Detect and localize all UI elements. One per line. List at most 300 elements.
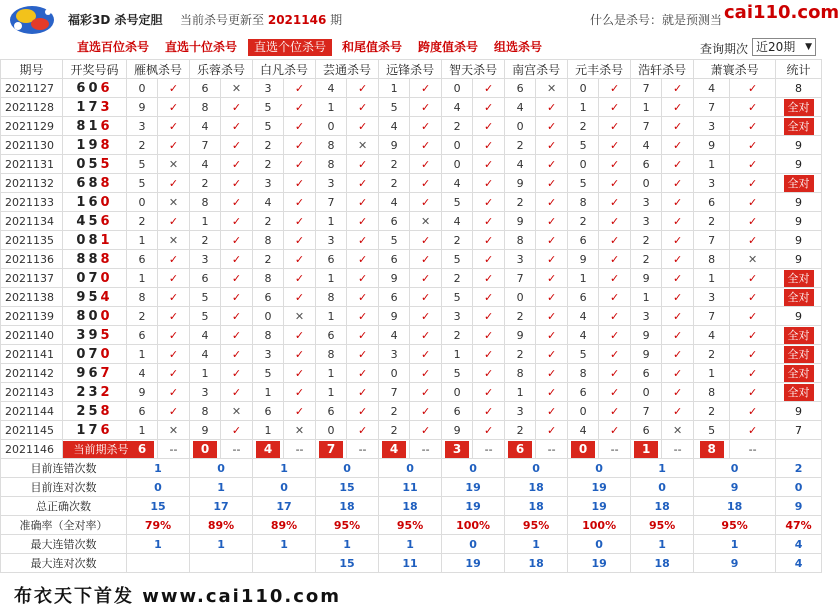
check-icon: ✓ (473, 117, 505, 136)
kill-value: 1 (694, 155, 730, 174)
placeholder-dash: -- (536, 440, 568, 459)
check-icon: ✓ (347, 174, 379, 193)
draw-number-cell (63, 402, 127, 421)
draw-digit: 8 (100, 175, 113, 191)
all-correct-badge: 全对 (784, 118, 814, 135)
check-icon: ✓ (284, 117, 316, 136)
check-icon: ✓ (730, 421, 776, 440)
kill-value: 8 (316, 136, 347, 155)
kill-value: 7 (379, 383, 410, 402)
issue-cell: 2021127 (1, 79, 63, 98)
all-correct-badge: 全对 (784, 327, 814, 344)
check-icon: ✓ (158, 402, 190, 421)
check-icon: ✓ (536, 193, 568, 212)
summary-value: 1 (253, 535, 316, 554)
check-icon: ✓ (221, 231, 253, 250)
cross-icon: ✕ (662, 421, 694, 440)
summary-value: 1 (631, 535, 694, 554)
kill-value: 8 (505, 364, 536, 383)
check-icon: ✓ (730, 364, 776, 383)
kill-value: 2 (631, 231, 662, 250)
current-kill-cell (568, 440, 599, 459)
draw-digit: 8 (88, 175, 101, 191)
placeholder-dash: -- (662, 440, 694, 459)
query-period-label: 查询期次 (700, 42, 749, 56)
kill-value: 2 (505, 307, 536, 326)
check-icon: ✓ (730, 212, 776, 231)
draw-number-cell (63, 231, 127, 250)
current-kill-value: 3 (445, 441, 469, 458)
kill-value: 8 (568, 193, 599, 212)
check-icon: ✓ (410, 117, 442, 136)
check-icon: ✓ (730, 288, 776, 307)
check-icon: ✓ (284, 402, 316, 421)
draw-number-cell (63, 193, 127, 212)
summary-value: 0 (316, 459, 379, 478)
kill-value: 6 (127, 326, 158, 345)
issue-cell: 2021146 (1, 440, 63, 459)
kill-value: 1 (316, 269, 347, 288)
check-icon: ✓ (473, 98, 505, 117)
stat-cell (776, 117, 822, 136)
stat-cell: 9 (776, 155, 822, 174)
placeholder-dash: -- (599, 440, 631, 459)
check-icon: ✓ (410, 79, 442, 98)
check-icon: ✓ (221, 250, 253, 269)
kill-value: 9 (379, 307, 410, 326)
cross-icon: ✕ (158, 231, 190, 250)
column-header: 萧寰杀号 (694, 60, 776, 79)
check-icon: ✓ (473, 250, 505, 269)
draw-digit: 4 (76, 213, 89, 229)
issue-cell: 2021129 (1, 117, 63, 136)
check-icon: ✓ (221, 117, 253, 136)
check-icon: ✓ (730, 193, 776, 212)
summary-value: 79% (127, 516, 190, 535)
check-icon: ✓ (410, 136, 442, 155)
draw-digit: 9 (88, 137, 101, 153)
issue-cell: 2021142 (1, 364, 63, 383)
stat-cell: 7 (776, 421, 822, 440)
nav-sum-tail-kill[interactable]: 和尾值杀号 (342, 40, 403, 54)
nav-span-kill[interactable]: 跨度值杀号 (418, 40, 479, 54)
summary-value: 0 (631, 478, 694, 497)
check-icon: ✓ (158, 345, 190, 364)
check-icon: ✓ (221, 307, 253, 326)
check-icon: ✓ (158, 383, 190, 402)
kill-value: 9 (505, 174, 536, 193)
draw-digit: 5 (88, 213, 101, 229)
kill-value: 7 (316, 193, 347, 212)
summary-value: 0 (379, 459, 442, 478)
draw-digit: 8 (100, 137, 113, 153)
summary-label: 最大连对次数 (1, 554, 127, 573)
table-row (1, 212, 822, 231)
check-icon: ✓ (599, 307, 631, 326)
page-header (0, 0, 839, 36)
kill-value: 6 (253, 402, 284, 421)
kill-value: 2 (442, 117, 473, 136)
check-icon: ✓ (410, 174, 442, 193)
cross-icon: ✕ (730, 250, 776, 269)
column-header: 智天杀号 (442, 60, 505, 79)
summary-value: 95% (631, 516, 694, 535)
kill-value: 2 (253, 212, 284, 231)
check-icon: ✓ (662, 231, 694, 250)
summary-value: 0 (568, 459, 631, 478)
draw-number-cell (63, 174, 127, 193)
check-icon: ✓ (347, 117, 379, 136)
kill-value: 6 (694, 193, 730, 212)
draw-digit: 8 (76, 308, 89, 324)
check-icon: ✓ (347, 250, 379, 269)
kill-value: 4 (568, 421, 599, 440)
check-icon: ✓ (221, 136, 253, 155)
check-icon: ✓ (158, 250, 190, 269)
check-icon: ✓ (473, 402, 505, 421)
check-icon: ✓ (662, 288, 694, 307)
draw-digit: 6 (100, 213, 113, 229)
check-icon: ✓ (662, 383, 694, 402)
draw-digit: 5 (88, 289, 101, 305)
column-header: 南宫杀号 (505, 60, 568, 79)
draw-digit: 0 (76, 270, 89, 286)
check-icon: ✓ (410, 193, 442, 212)
summary-value: 0 (127, 478, 190, 497)
column-header: 乐蓉杀号 (190, 60, 253, 79)
check-icon: ✓ (410, 421, 442, 440)
all-correct-badge: 全对 (784, 99, 814, 116)
kill-value: 2 (127, 307, 158, 326)
summary-value: 9 (776, 497, 822, 516)
current-kill-value: 4 (256, 441, 280, 458)
kill-value: 4 (694, 79, 730, 98)
all-correct-badge: 全对 (784, 384, 814, 401)
check-icon: ✓ (221, 326, 253, 345)
draw-number-cell (63, 250, 127, 269)
kill-value: 0 (505, 117, 536, 136)
check-icon: ✓ (284, 193, 316, 212)
draw-digit: 3 (76, 327, 89, 343)
cross-icon: ✕ (284, 421, 316, 440)
kill-value: 1 (253, 421, 284, 440)
nav-hundreds-kill[interactable]: 直选百位杀号 (77, 40, 150, 54)
kill-value: 8 (568, 364, 599, 383)
kill-value: 4 (316, 79, 347, 98)
draw-number-cell (63, 307, 127, 326)
stat-cell: 8 (776, 79, 822, 98)
kill-value: 0 (568, 79, 599, 98)
draw-digit: 5 (100, 156, 113, 172)
summary-label: 总正确次数 (1, 497, 127, 516)
check-icon: ✓ (221, 288, 253, 307)
check-icon: ✓ (730, 402, 776, 421)
check-icon: ✓ (347, 402, 379, 421)
check-icon: ✓ (347, 307, 379, 326)
check-icon: ✓ (662, 250, 694, 269)
table-row (1, 155, 822, 174)
summary-value: 15 (127, 497, 190, 516)
summary-value: 9 (694, 554, 776, 573)
stat-cell: 9 (776, 402, 822, 421)
kill-value: 4 (190, 326, 221, 345)
check-icon: ✓ (158, 98, 190, 117)
draw-number-cell (63, 269, 127, 288)
summary-value: 1 (379, 535, 442, 554)
kill-value: 1 (316, 383, 347, 402)
check-icon: ✓ (158, 364, 190, 383)
kill-value: 3 (316, 174, 347, 193)
check-icon: ✓ (536, 231, 568, 250)
column-header: 雁枫杀号 (127, 60, 190, 79)
check-icon: ✓ (221, 364, 253, 383)
draw-digit: 1 (88, 118, 101, 134)
check-icon: ✓ (410, 326, 442, 345)
check-icon: ✓ (410, 402, 442, 421)
check-icon: ✓ (221, 269, 253, 288)
check-icon: ✓ (599, 383, 631, 402)
brand-title: 福彩3D 杀号定胆 (68, 13, 163, 27)
check-icon: ✓ (158, 212, 190, 231)
kill-value: 3 (253, 345, 284, 364)
kill-value: 2 (505, 193, 536, 212)
stat-cell: 9 (776, 193, 822, 212)
check-icon: ✓ (730, 98, 776, 117)
check-icon: ✓ (347, 269, 379, 288)
all-correct-badge: 全对 (784, 365, 814, 382)
kill-value: 5 (127, 174, 158, 193)
table-row (1, 250, 822, 269)
kill-value: 6 (316, 402, 347, 421)
draw-digit: 0 (100, 346, 113, 362)
draw-digit: 7 (88, 270, 101, 286)
summary-value: 89% (253, 516, 316, 535)
check-icon: ✓ (536, 155, 568, 174)
kill-value: 6 (316, 250, 347, 269)
check-icon: ✓ (730, 383, 776, 402)
issue-cell: 2021131 (1, 155, 63, 174)
summary-value: 19 (568, 497, 631, 516)
stat-cell (776, 383, 822, 402)
summary-value: 1 (694, 535, 776, 554)
check-icon: ✓ (536, 421, 568, 440)
summary-value: 1 (127, 535, 190, 554)
check-icon: ✓ (599, 136, 631, 155)
check-icon: ✓ (473, 155, 505, 174)
summary-value: 0 (190, 459, 253, 478)
kill-value: 7 (694, 307, 730, 326)
summary-row (1, 535, 822, 554)
kill-value: 6 (631, 155, 662, 174)
draw-digit: 9 (88, 327, 101, 343)
table-header-row (1, 60, 822, 79)
summary-value: 89% (190, 516, 253, 535)
kill-value: 8 (127, 288, 158, 307)
kill-table (0, 59, 822, 573)
issue-cell: 2021140 (1, 326, 63, 345)
kill-value: 5 (190, 307, 221, 326)
draw-digit: 4 (100, 289, 113, 305)
check-icon: ✓ (221, 345, 253, 364)
logo-icon (6, 2, 62, 36)
check-icon: ✓ (347, 288, 379, 307)
draw-digit: 7 (88, 422, 101, 438)
kill-value: 2 (505, 136, 536, 155)
all-correct-badge: 全对 (784, 289, 814, 306)
check-icon: ✓ (158, 136, 190, 155)
summary-value: 0 (568, 535, 631, 554)
summary-value: 1 (631, 459, 694, 478)
stat-cell (776, 345, 822, 364)
stat-cell (776, 440, 822, 459)
kill-value: 7 (631, 79, 662, 98)
check-icon: ✓ (599, 117, 631, 136)
draw-digit: 2 (76, 384, 89, 400)
summary-label: 目前连错次数 (1, 459, 127, 478)
issue-cell: 2021138 (1, 288, 63, 307)
summary-value: 95% (316, 516, 379, 535)
summary-value: 1 (190, 478, 253, 497)
kill-value: 9 (442, 421, 473, 440)
kill-value: 0 (442, 136, 473, 155)
check-icon: ✓ (347, 421, 379, 440)
check-icon: ✓ (473, 288, 505, 307)
summary-value: 18 (631, 497, 694, 516)
kill-value: 8 (253, 326, 284, 345)
check-icon: ✓ (221, 421, 253, 440)
check-icon: ✓ (599, 174, 631, 193)
check-icon: ✓ (536, 288, 568, 307)
issue-cell: 2021133 (1, 193, 63, 212)
table-row (1, 345, 822, 364)
stat-cell (776, 98, 822, 117)
check-icon: ✓ (536, 345, 568, 364)
kill-value: 3 (190, 383, 221, 402)
current-kill-value: 0 (571, 441, 595, 458)
summary-value: 17 (190, 497, 253, 516)
chevron-down-icon: ▼ (805, 42, 812, 52)
current-kill-value: 6 (130, 441, 154, 458)
stat-cell (776, 364, 822, 383)
check-icon: ✓ (410, 98, 442, 117)
stat-cell (776, 288, 822, 307)
kill-value: 7 (631, 117, 662, 136)
issue-cell: 2021130 (1, 136, 63, 155)
check-icon: ✓ (347, 383, 379, 402)
cross-icon: ✕ (347, 136, 379, 155)
kill-value: 5 (442, 193, 473, 212)
kill-value: 6 (253, 288, 284, 307)
draw-number-cell (63, 79, 127, 98)
check-icon: ✓ (473, 193, 505, 212)
kill-value: 6 (631, 364, 662, 383)
summary-value (190, 554, 253, 573)
kill-value: 1 (127, 269, 158, 288)
draw-digit: 0 (88, 308, 101, 324)
kill-value: 4 (568, 307, 599, 326)
kill-value: 4 (505, 155, 536, 174)
kill-value: 0 (442, 155, 473, 174)
kill-value: 5 (442, 250, 473, 269)
kill-value: 2 (694, 402, 730, 421)
summary-value: 1 (190, 535, 253, 554)
nav-units-kill[interactable]: 直选个位杀号 (248, 39, 332, 56)
kill-value: 5 (442, 288, 473, 307)
nav-bar (0, 37, 822, 59)
stat-cell: 9 (776, 231, 822, 250)
draw-digit: 8 (88, 232, 101, 248)
placeholder-dash: -- (158, 440, 190, 459)
summary-value: 1 (253, 459, 316, 478)
table-row (1, 364, 822, 383)
update-status: 当前杀号更新至 2021146 期 (180, 13, 343, 27)
check-icon: ✓ (662, 136, 694, 155)
kill-value: 4 (379, 193, 410, 212)
check-icon: ✓ (158, 269, 190, 288)
nav-tens-kill[interactable]: 直选十位杀号 (165, 40, 238, 54)
kill-value: 6 (316, 326, 347, 345)
placeholder-dash: -- (730, 440, 776, 459)
kill-value: 4 (442, 212, 473, 231)
kill-value: 9 (127, 383, 158, 402)
check-icon: ✓ (536, 98, 568, 117)
draw-number-cell (63, 383, 127, 402)
stat-cell (776, 269, 822, 288)
draw-digit: 0 (76, 232, 89, 248)
summary-row (1, 459, 822, 478)
cross-icon: ✕ (536, 79, 568, 98)
check-icon: ✓ (473, 383, 505, 402)
column-header: 浩轩杀号 (631, 60, 694, 79)
current-label-cell (63, 440, 127, 459)
summary-value: 100% (568, 516, 631, 535)
kill-value: 2 (442, 326, 473, 345)
current-kill-value: 0 (193, 441, 217, 458)
kill-value: 0 (568, 402, 599, 421)
cross-icon: ✕ (221, 79, 253, 98)
check-icon: ✓ (158, 288, 190, 307)
kill-value: 5 (379, 98, 410, 117)
check-icon: ✓ (347, 345, 379, 364)
nav-group-kill[interactable]: 组选杀号 (494, 40, 543, 54)
kill-value: 9 (631, 326, 662, 345)
stat-cell (776, 326, 822, 345)
current-kill-cell (316, 440, 347, 459)
check-icon: ✓ (536, 212, 568, 231)
kill-value: 4 (442, 174, 473, 193)
kill-value: 2 (379, 155, 410, 174)
check-icon: ✓ (662, 269, 694, 288)
check-icon: ✓ (730, 326, 776, 345)
kill-value: 8 (694, 250, 730, 269)
query-period-select[interactable]: 近20期 ▼ (752, 38, 816, 56)
site-logo-text[interactable]: cai110.com (724, 2, 839, 23)
kill-value: 2 (379, 421, 410, 440)
check-icon: ✓ (730, 79, 776, 98)
kill-value: 2 (694, 212, 730, 231)
placeholder-dash: -- (221, 440, 253, 459)
kill-value: 1 (253, 383, 284, 402)
column-header: 元丰杀号 (568, 60, 631, 79)
check-icon: ✓ (473, 136, 505, 155)
check-icon: ✓ (662, 79, 694, 98)
kill-value: 2 (442, 231, 473, 250)
kill-value: 9 (694, 136, 730, 155)
current-kill-cell (442, 440, 473, 459)
check-icon: ✓ (284, 383, 316, 402)
kill-value: 8 (253, 231, 284, 250)
kill-value: 3 (190, 250, 221, 269)
